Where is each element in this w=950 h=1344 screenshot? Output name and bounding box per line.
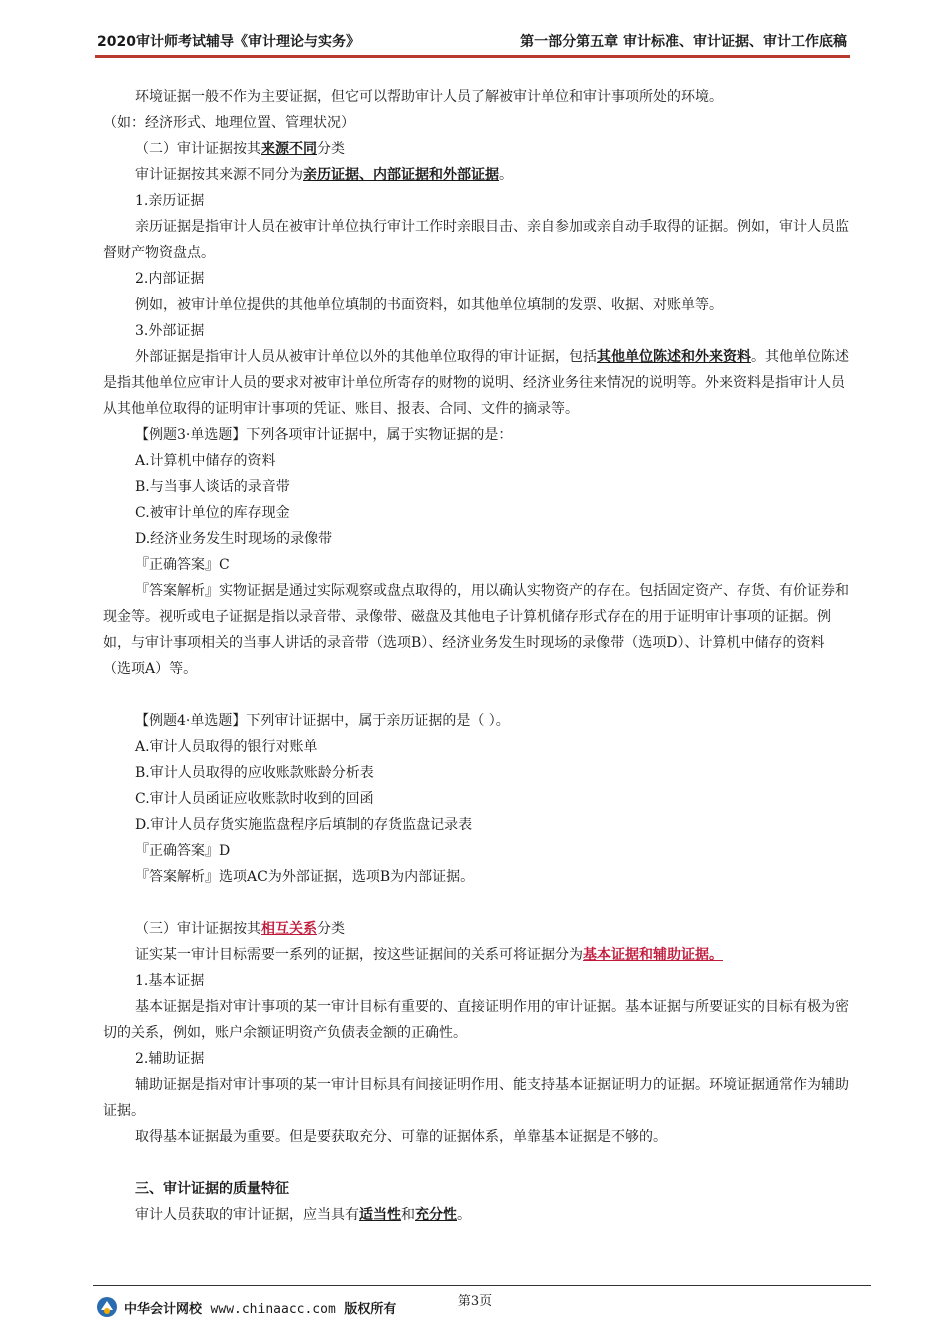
emphasis: 适当性: [359, 1207, 401, 1223]
brand-name: 中华会计网校: [124, 1302, 203, 1317]
answer-explanation: 『答案解析』实物证据是通过实际观察或盘点取得的，用以确认实物资产的存在。包括固定资产、存货、有价证券和现金等。视听或电子证据是指以录音带、录像带、磁盘及其他电子计算机储存形式存在的用于证明审计事项的证据。例如，与审计事项相关的当事人讲话的录音带（选项B）、经济业务发生时现场的录像带（选项D）、计算机中储存的资料（选项A）等。: [103, 583, 849, 677]
paragraph: 证实某一审计目标需要一系列的证据，按这些证据间的关系可将证据分为基本证据和辅助证据。: [135, 947, 723, 963]
footer-brand: [124, 1298, 396, 1317]
subheading: 2.内部证据: [135, 271, 205, 287]
page-number: 第3页: [457, 1294, 493, 1309]
paragraph: （如：经济形式、地理位置、管理状况）: [103, 115, 355, 131]
section-heading: （二）审计证据按其来源不同分类: [135, 141, 345, 157]
emphasis: 来源不同: [261, 141, 317, 157]
example-question: 【例题4·单选题】下列审计证据中，属于亲历证据的是（ ）。: [135, 713, 510, 729]
answer-explanation: 『答案解析』选项AC为外部证据，选项B为内部证据。: [135, 869, 475, 885]
header-chapter: 第一部分第五章 审计标准、审计证据、审计工作底稿: [520, 34, 847, 50]
option: C.审计人员函证应收账款时收到的回函: [135, 791, 374, 807]
option: D.经济业务发生时现场的录像带: [135, 531, 333, 547]
paragraph: 外部证据是指审计人员从被审计单位以外的其他单位取得的审计证据，包括其他单位陈述和外来资料。其他单位陈述是指其他单位应审计人员的要求对被审计单位所寄存的财物的说明、经济业务往来情况的说明等。外来资料是指审计人员从其他单位取得的证明审计事项的凭证、账目、报表、合同、文件的摘录等。: [103, 349, 849, 417]
paragraph: 取得基本证据最为重要。但是要获取充分、可靠的证据体系，单靠基本证据是不够的。: [135, 1129, 667, 1145]
subheading: 1.基本证据: [135, 973, 205, 989]
subheading: 1.亲历证据: [135, 193, 205, 209]
example-question: 【例题3·单选题】下列各项审计证据中，属于实物证据的是：: [135, 427, 513, 443]
section-heading: （三）审计证据按其相互关系分类: [135, 921, 345, 937]
paragraph: 亲历证据是指审计人员在被审计单位执行审计工作时亲眼目击、亲自参加或亲自动手取得的证据。例如，审计人员监督财产物资盘点。: [103, 219, 849, 261]
subheading: 2.辅助证据: [135, 1051, 205, 1067]
paragraph: 审计证据按其来源不同分为亲历证据、内部证据和外部证据。: [135, 167, 513, 183]
option: A.计算机中储存的资料: [135, 453, 276, 469]
emphasis: 基本证据和辅助证据。: [583, 947, 723, 963]
paragraph: 环境证据一般不作为主要证据，但它可以帮助审计人员了解被审计单位和审计事项所处的环境。: [135, 89, 723, 105]
header-title: 2020审计师考试辅导《审计理论与实务》: [97, 34, 360, 50]
option: B.与当事人谈话的录音带: [135, 479, 290, 495]
copyright: 版权所有: [344, 1302, 397, 1317]
option: A.审计人员取得的银行对账单: [135, 739, 318, 755]
paragraph: 基本证据是指对审计事项的某一审计目标有重要的、直接证明作用的审计证据。基本证据与所要证实的目标有极为密切的关系，例如，账户余额证明资产负债表金额的正确性。: [103, 999, 849, 1041]
emphasis: 其他单位陈述和外来资料: [597, 349, 751, 365]
subheading: 3.外部证据: [135, 323, 205, 339]
page-header: [97, 30, 847, 54]
option: B.审计人员取得的应收账款账龄分析表: [135, 765, 374, 781]
correct-answer: 『正确答案』C: [135, 557, 230, 573]
header-rule: [95, 55, 850, 58]
document-body: [103, 84, 851, 1228]
brand-url[interactable]: www.chinaacc.com: [210, 1302, 336, 1317]
emphasis: 相互关系: [261, 921, 317, 937]
footer-rule: [93, 1285, 871, 1286]
school-logo-icon: [96, 1296, 118, 1318]
section-title: 三、审计证据的质量特征: [135, 1181, 289, 1197]
paragraph: 例如，被审计单位提供的其他单位填制的书面资料，如其他单位填制的发票、收据、对账单等。: [135, 297, 723, 313]
paragraph: 辅助证据是指对审计事项的某一审计目标具有间接证明作用、能支持基本证据证明力的证据。环境证据通常作为辅助证据。: [103, 1077, 849, 1119]
paragraph: 审计人员获取的审计证据，应当具有适当性和充分性。: [135, 1207, 471, 1223]
correct-answer: 『正确答案』D: [135, 843, 231, 859]
emphasis: 亲历证据、内部证据和外部证据: [303, 167, 499, 183]
option: D.审计人员存货实施监盘程序后填制的存货监盘记录表: [135, 817, 473, 833]
emphasis: 充分性: [415, 1207, 457, 1223]
option: C.被审计单位的库存现金: [135, 505, 290, 521]
